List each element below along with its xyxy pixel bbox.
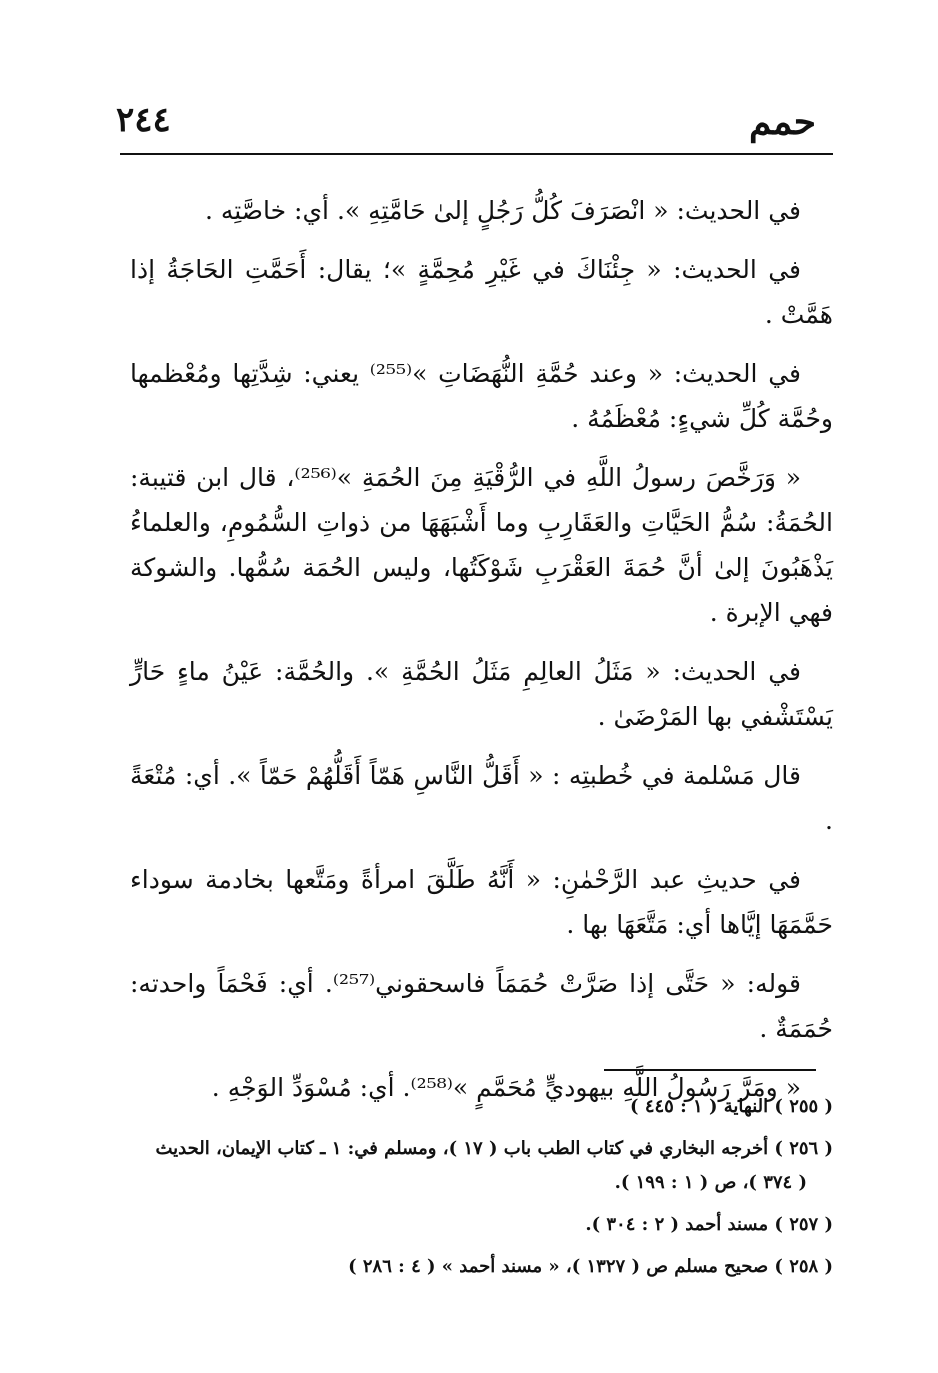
entry-huma-ruqya: « وَرَخَّصَ رسولُ اللَّهِ في الرُّقْيَةِ مِنَ الحُمَةِ »⁽²⁵⁶⁾، قال ابن قتيبة: الحُمَةُ: سُمُّ الحَيَّاتِ والعَقَارِبِ وما أَشْبَهَهَا من ذواتِ السُّمُومِ، والعلماءُ يَذْهَبُونَ إلىٰ أنَّ حُمَةَ العَقْرَبِ شَوْكَتُها، وليس الحُمَة سُمُّها. والشوكة فهي الإبرة .	[130, 463, 833, 627]
entry-muhammam: « ومَرَّ رَسُولُ اللَّهِ بيهوديٍّ مُحَمَّمٍ »⁽²⁵⁸⁾. أي: مُسْوَدِّ الوَجْهِ .	[211, 1073, 801, 1102]
entry-hammatih: في الحديث: « انْصَرَفَ كُلُّ رَجُلٍ إلىٰ حَامَّتِهِ ». أي: خاصَّتِه .	[204, 196, 801, 225]
entry-hummat-alnuhadat: في الحديث: « وعند حُمَّةِ النُّهَضَاتِ »⁽²⁵⁵⁾ يعني: شِدَّتِها ومُعْظمها وحُمَّة كُلِّ شيءٍ: مُعْظَمُهُ .	[130, 359, 833, 433]
page-number: ٢٤٤	[116, 100, 171, 140]
entry-humama: قوله: « حَتَّى إذا صَرَّتْ حُمَمَاً فاسحقوني⁽²⁵⁷⁾. أي: فَحْمَاً واحدته: حُمَمَةٌ .	[130, 969, 833, 1043]
footnote-257	[130, 1208, 833, 1242]
footnotes	[130, 1090, 833, 1292]
entry-maslama-khutba: قال مَسْلمة في خُطبتِه : « أَقَلُّ النَّاسِ هَمّاً أَقَلُّهُمْ حَمّاً ». أي: مُتْعَةً .	[130, 761, 833, 835]
footnote-text: ( ٢٥٥ ) النهاية ( ١ : ٤٤٥ )	[630, 1096, 833, 1117]
footnote-continuation: ( ٣٧٤ )، ص ( ١ : ١٩٩ ).	[614, 1172, 807, 1193]
footnote-text: ( ٢٥٨ ) صحيح مسلم ص ( ١٣٢٧ )، « مسند أحمد » ( ٤ : ٢٨٦ )	[348, 1256, 833, 1277]
footnote-256	[130, 1132, 833, 1200]
footnote-text: ( ٢٥٧ ) مسند أحمد ( ٢ : ٣٠٤ ).	[585, 1214, 833, 1235]
footnote-text: ( ٢٥٦ ) أخرجه البخاري في كتاب الطب باب ( ١٧ )، ومسلم في: ١ ـ كتاب الإيمان، الحديث	[155, 1138, 833, 1159]
entry-abdulrahman-hadith: في حديثِ عبد الرَّحْمٰنِ: « أَنَّهُ طَلَّقَ امرأةً ومَتَّعها بخادمة سوداء حَمَّمَهَا إيَّاها أي: مَتَّعَهَا بها .	[130, 865, 833, 939]
footnote-rule	[604, 1069, 816, 1071]
dictionary-body	[130, 188, 833, 1110]
header-rule	[120, 153, 833, 155]
running-header-root-word: حمم	[748, 101, 816, 143]
entry-mathal-alalim: في الحديث: « مَثَلُ العالِمِ مَثَلُ الحُمَّةِ ». والحُمَّة: عَيْنُ ماءٍ حَارٍّ يَسْتَشْفي بها المَرْضَىٰ .	[130, 657, 833, 731]
footnote-258	[130, 1250, 833, 1284]
entry-muhimma: في الحديث: « جِئْنَاكَ في غَيْرِ مُحِمَّةٍ »؛ يقال: أَحَمَّتِ الحَاجَةُ إذا هَمَّتْ .	[130, 255, 833, 329]
footnote-255	[130, 1090, 833, 1124]
